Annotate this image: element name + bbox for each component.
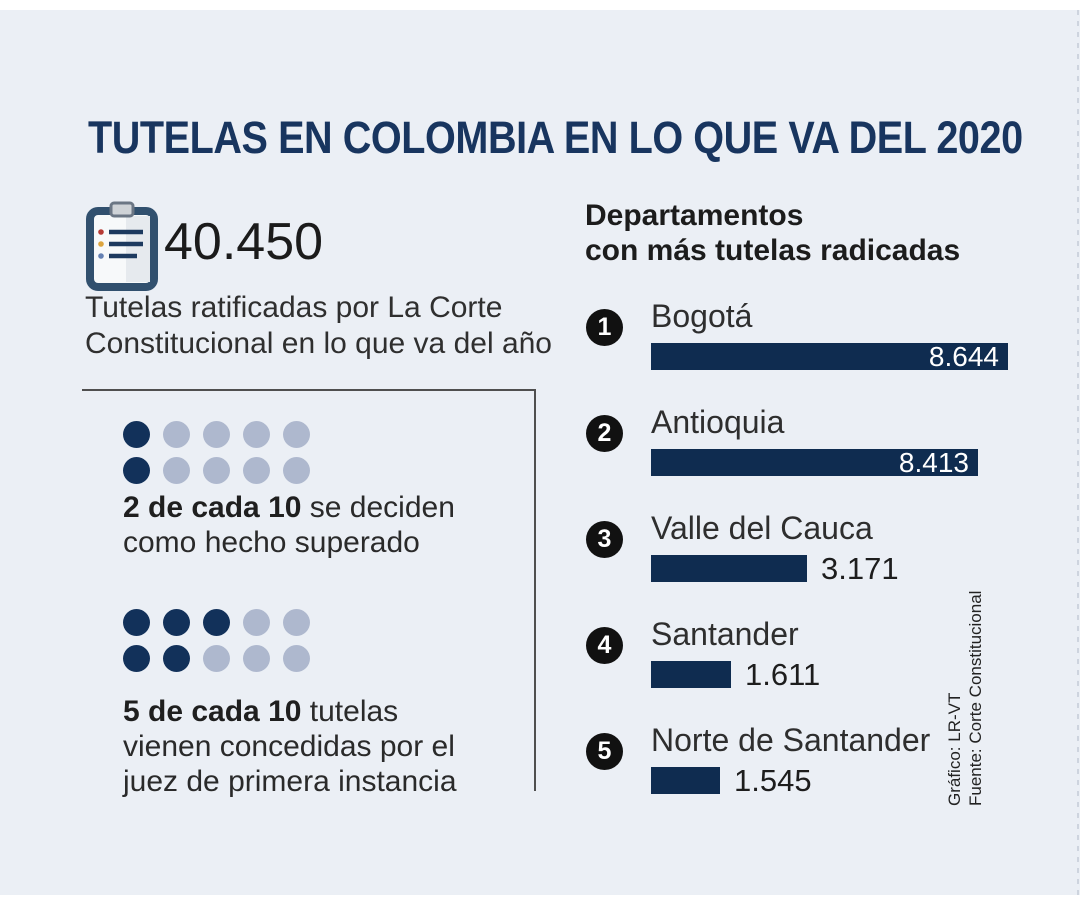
value-bar — [651, 555, 807, 582]
rank-row-content — [651, 298, 1066, 370]
departments-header-line-1: Departamentos — [585, 199, 804, 232]
bar-value: 1.611 — [745, 656, 821, 692]
credits-graphic: Gráfico: LR-VT — [945, 692, 964, 806]
rank-row-4 — [586, 616, 1066, 692]
bar-line — [651, 762, 1066, 798]
description-line-1: Tutelas ratificadas por La Corte — [85, 291, 503, 324]
total-tutelas-value: 40.450 — [164, 213, 324, 271]
value-bar — [651, 767, 720, 794]
description-line-2: Constitucional en lo que va del año — [85, 327, 552, 360]
departments-header-line-2: con más tutelas radicadas — [585, 234, 961, 267]
ratio-2-line-3: juez de primera instancia — [123, 765, 457, 798]
rank-badge-3: 3 — [586, 521, 623, 558]
bar-value: 3.171 — [821, 550, 899, 586]
rank-badge-2: 2 — [586, 415, 623, 452]
rank-row-3 — [586, 510, 1066, 586]
department-label: Valle del Cauca — [651, 510, 873, 546]
rank-row-content — [651, 510, 1066, 586]
rank-badge-5: 5 — [586, 733, 623, 770]
bar-value: 1.545 — [734, 762, 812, 798]
rank-row-2 — [586, 404, 1066, 476]
value-bar — [651, 449, 978, 476]
bar-line — [651, 550, 1066, 586]
ratio-2-tail: tutelas — [301, 695, 399, 728]
rank-badge-4: 4 — [586, 627, 623, 664]
value-bar — [651, 343, 1008, 370]
rank-row-1 — [586, 298, 1066, 370]
bar-value: 8.413 — [898, 447, 969, 478]
rank-row-5 — [586, 722, 1066, 798]
department-label: Antioquia — [651, 404, 785, 440]
ratio-2-bold: 5 de cada 10 — [123, 695, 302, 728]
bar-line — [651, 343, 1066, 370]
department-label: Santander — [651, 616, 799, 652]
ratio-1-bold: 2 de cada 10 — [123, 491, 302, 524]
rank-badge-1: 1 — [586, 309, 623, 346]
department-label: Bogotá — [651, 298, 753, 334]
value-bar — [651, 661, 731, 688]
bar-value: 8.644 — [928, 341, 999, 372]
page-title: TUTELAS EN COLOMBIA EN LO QUE VA DEL 2020 — [88, 112, 1023, 163]
bar-line — [651, 449, 1066, 476]
ratio-1-tail: se deciden — [301, 491, 455, 524]
rank-row-content — [651, 404, 1066, 476]
bar-line — [651, 656, 1066, 692]
credits — [944, 586, 988, 806]
ratio-2-line-2: vienen concedidas por el — [123, 730, 455, 763]
ratio-1-line-2: como hecho superado — [123, 526, 420, 559]
rank-row-content — [651, 616, 1066, 692]
credits-source: Fuente: Corte Constitucional — [966, 590, 985, 806]
department-label: Norte de Santander — [651, 722, 931, 758]
rank-row-content — [651, 722, 1066, 798]
